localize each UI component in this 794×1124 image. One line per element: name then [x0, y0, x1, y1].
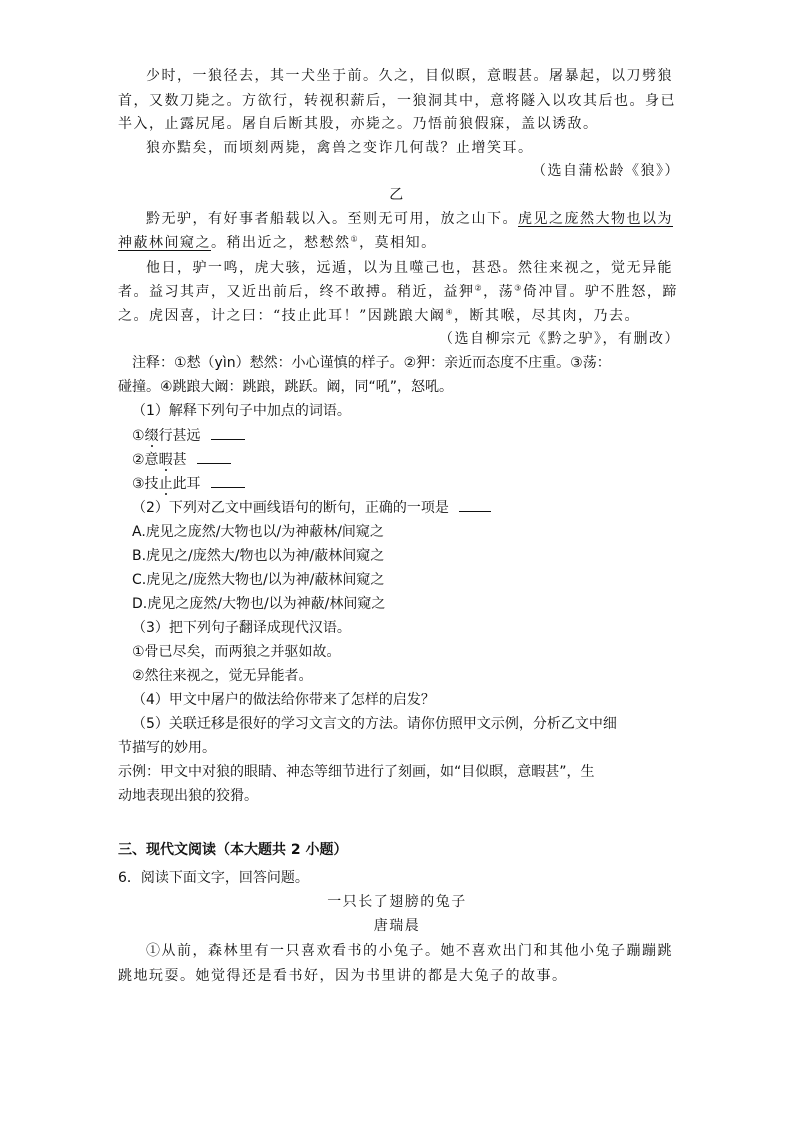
question-5-line-2: 节描写的妙用。: [118, 740, 216, 756]
question-3: （3）把下列句子翻译成现代汉语。: [132, 620, 351, 636]
passage-b-p1-line-2: [118, 233, 437, 253]
question-1-item-3: [132, 474, 245, 494]
passage-b-p2-text-c: 倚冲冒。驴不胜怒，蹄: [522, 284, 678, 300]
passage-b-p2-text-d: 之。虎因喜，计之曰：“技止此耳！”因跳踉大阚: [118, 308, 446, 324]
footnote-marker-4: ④: [445, 307, 454, 317]
story-p1-line-2: 跳地玩耍。她觉得还是看书好，因为书里讲的都是大兔子的故事。: [118, 968, 568, 984]
option-d: D.虎见之庞然/大物也/以为神蔽/林间窥之: [132, 596, 386, 612]
question-2: [132, 498, 491, 518]
passage-b-p1-text-a: 黔无驴，有好事者船载以入。至则无可用，放之山下。: [146, 211, 518, 227]
passage-a-line-1: 少时，一狼径去，其一犬坐于前。久之，目似瞑，意暇甚。屠暴起，以刀劈狼: [146, 68, 673, 84]
passage-b-p2-line-1: 他日，驴一鸣，虎大骇，远遁，以为且噬己也，甚恐。然往来视之，觉无异能: [146, 260, 673, 276]
option-b: B.虎见之/庞然大/物也以为神/蔽林间窥之: [132, 548, 385, 564]
dotted-word-zhi: 止: [158, 476, 173, 492]
answer-blank[interactable]: [459, 499, 491, 512]
passage-b-p2-text-a: 者。益习其声，又近出前后，终不敢搏。稍近，益狎: [118, 284, 475, 300]
footnote-marker-3: ③: [514, 283, 523, 293]
question-1-item-1: [132, 426, 245, 446]
question-3-item-1: ①骨已尽矣，而两狼之并驱如故。: [132, 644, 341, 660]
passage-b-heading: 乙: [389, 187, 405, 203]
notes-line-2: 碰撞。④跳踉大阚：跳踉，跳跃。阚，同“吼”，怒吼。: [118, 379, 454, 395]
item-rest: 甚: [172, 452, 187, 468]
question-1: （1）解释下列句子中加点的词语。: [132, 403, 351, 419]
passage-b-p2-text-e: ，断其喉，尽其肉，乃去。: [454, 308, 640, 324]
passage-a-line-3: 半入，止露尻尾。屠自后断其股，亦毙之。乃悟前狼假寐，盖以诱敌。: [118, 116, 599, 132]
item-prefix: ②意: [132, 452, 159, 468]
item-prefix: ①: [132, 428, 145, 444]
answer-blank[interactable]: [211, 475, 245, 488]
passage-b-p2-line-3: [118, 306, 640, 326]
footnote-marker-1: ①: [350, 234, 360, 244]
passage-a-source: （选自蒲松龄《狼》）: [532, 163, 680, 179]
question-4: （4）甲文中屠户的做法给你带来了怎样的启发？: [132, 692, 435, 708]
question-2-text: （2）下列对乙文中画线语句的断句，正确的一项是: [132, 500, 449, 516]
dotted-word-xia: 暇: [158, 452, 173, 468]
option-a: A.虎见之庞然/大物也以/为神蔽林/间窥之: [132, 524, 384, 540]
passage-a-line-4: 狼亦黠矣，而顷刻两毙，禽兽之变诈几何哉？止增笑耳。: [146, 140, 534, 156]
passage-b-p2-line-2: [118, 282, 678, 302]
underlined-sentence-part-1: 虎见之庞然大物也以为: [518, 211, 673, 227]
item-rest: 此耳: [172, 476, 201, 492]
question-6: 6．阅读下面文字，回答问题。: [118, 870, 309, 886]
question-3-item-2: ②然往来视之，觉无异能者。: [132, 668, 313, 684]
passage-b-p2-text-b: ，荡: [483, 284, 515, 300]
item-prefix: ③技: [132, 476, 159, 492]
example-line-1: 示例：甲文中对狼的眼睛、神态等细节进行了刻画，如“目似瞑，意暇甚”，生: [118, 764, 595, 780]
story-author: 唐瑞晨: [373, 918, 421, 934]
example-line-2: 动地表现出狼的狡猾。: [118, 788, 258, 804]
story-p1-line-1: ①从前，森林里有一只喜欢看书的小兔子。她不喜欢出门和其他小兔子蹦蹦跳: [146, 943, 673, 959]
passage-b-source: （选自柳宗元《黔之驴》，有删改）: [439, 331, 680, 347]
underlined-sentence-part-2: 神蔽林间窥之: [118, 235, 211, 251]
passage-b-p1-line-1: [146, 209, 673, 229]
answer-blank[interactable]: [211, 427, 245, 440]
dotted-word-zhui: 缀: [144, 428, 159, 444]
question-1-item-2: [132, 450, 231, 470]
passage-b-p1-text-b: 。稍出近之，慭慭然: [211, 235, 351, 251]
option-c: C.虎见之/庞然大物也/以为神/蔽林间窥之: [132, 572, 385, 588]
notes-line-1: 注释：①慭（yìn）慭然：小心谨慎的样子。②狎：亲近而态度不庄重。③荡：: [132, 355, 611, 371]
story-title: 一只长了翅膀的兔子: [327, 894, 467, 910]
answer-blank[interactable]: [197, 451, 231, 464]
footnote-marker-2: ②: [474, 283, 484, 293]
section-3-heading: 三、现代文阅读（本大题共 2 小题）: [118, 842, 348, 858]
passage-a-line-2: 首，又数刀毙之。方欲行，转视积薪后，一狼洞其中，意将隧入以攻其后也。身已: [118, 93, 676, 109]
item-rest: 行甚远: [158, 428, 201, 444]
question-5-line-1: （5）关联迁移是很好的学习文言文的方法。请你仿照甲文示例，分析乙文中细: [132, 716, 617, 732]
passage-b-p1-text-c: ，莫相知。: [359, 235, 437, 251]
